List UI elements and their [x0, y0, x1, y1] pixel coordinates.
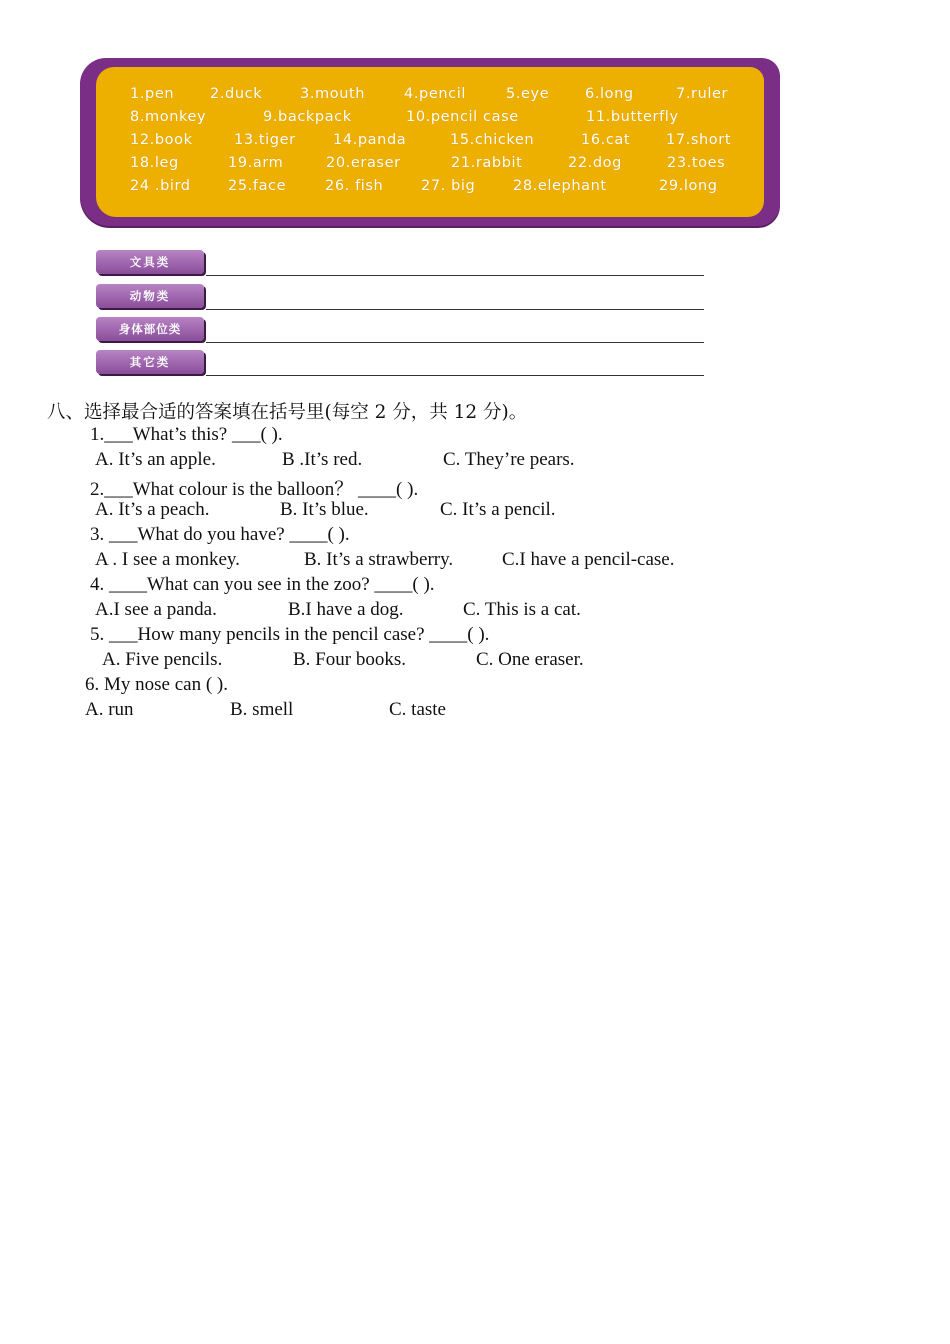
section-title: 八、选择最合适的答案填在括号里(每空 2 分，共 12 分)。	[47, 402, 528, 423]
category-tag: 文具类	[96, 250, 204, 274]
answer-line[interactable]	[206, 275, 704, 276]
word-item: 24 .bird	[130, 178, 191, 194]
option-b: B.I have a dog.	[288, 599, 404, 620]
word-item: 3.mouth	[300, 86, 366, 102]
option-b: B. Four books.	[293, 649, 406, 670]
word-item: 2.duck	[210, 86, 263, 102]
option-a: A.I see a panda.	[95, 599, 217, 620]
option-c: C. This is a cat.	[463, 599, 581, 620]
word-item: 20.eraser	[326, 155, 401, 171]
option-c: C. They’re pears.	[443, 449, 575, 470]
word-item: 27. big	[421, 178, 476, 194]
question-4: 4. ____What can you see in the zoo? ____( ).	[90, 574, 435, 595]
word-item: 15.chicken	[450, 132, 535, 148]
word-item: 21.rabbit	[451, 155, 523, 171]
option-c: C.I have a pencil-case.	[502, 549, 675, 570]
word-item: 29.long	[659, 178, 718, 194]
word-item: 17.short	[666, 132, 732, 148]
word-item: 11.butterfly	[586, 109, 679, 125]
category-row-body-parts	[96, 317, 704, 343]
word-item: 13.tiger	[234, 132, 296, 148]
word-item: 19.arm	[228, 155, 284, 171]
option-b: B. smell	[230, 699, 294, 720]
option-b: B .It’s red.	[282, 449, 363, 470]
word-item: 12.book	[130, 132, 193, 148]
answer-line[interactable]	[206, 342, 704, 343]
option-a: A. Five pencils.	[102, 649, 223, 670]
category-tag: 身体部位类	[96, 317, 204, 341]
question-3: 3. ___What do you have? ____( ).	[90, 524, 350, 545]
option-a: A. run	[85, 699, 134, 720]
question-6: 6. My nose can ( ).	[85, 674, 228, 695]
category-row-stationery	[96, 250, 704, 276]
question-2: 2.___What colour is the balloon？ ____( ).	[90, 479, 419, 500]
word-item: 7.ruler	[676, 86, 729, 102]
word-item: 26. fish	[325, 178, 384, 194]
category-row-others	[96, 350, 704, 376]
option-a: A . I see a monkey.	[95, 549, 240, 570]
answer-line[interactable]	[206, 375, 704, 376]
category-tag: 其它类	[96, 350, 204, 374]
option-b: B. It’s a strawberry.	[304, 549, 454, 570]
word-item: 28.elephant	[513, 178, 607, 194]
option-c: C. taste	[389, 699, 446, 720]
option-c: C. One eraser.	[476, 649, 584, 670]
word-item: 25.face	[228, 178, 287, 194]
word-item: 5.eye	[506, 86, 550, 102]
option-b: B. It’s blue.	[280, 499, 369, 520]
word-item: 23.toes	[667, 155, 726, 171]
option-a: A. It’s an apple.	[95, 449, 216, 470]
word-item: 6.long	[585, 86, 634, 102]
word-item: 4.pencil	[404, 86, 466, 102]
question-1: 1.___What’s this? ___( ).	[90, 424, 283, 445]
answer-line[interactable]	[206, 309, 704, 310]
word-item: 16.cat	[581, 132, 631, 148]
word-item: 8.monkey	[130, 109, 207, 125]
word-item: 14.panda	[333, 132, 407, 148]
option-a: A. It’s a peach.	[95, 499, 210, 520]
word-item: 18.leg	[130, 155, 179, 171]
word-item: 10.pencil case	[406, 109, 519, 125]
word-item: 22.dog	[568, 155, 622, 171]
category-tag: 动物类	[96, 284, 204, 308]
question-5: 5. ___How many pencils in the pencil case? ____( ).	[90, 624, 490, 645]
category-row-animals	[96, 284, 704, 310]
word-item: 1.pen	[130, 86, 175, 102]
option-c: C. It’s a pencil.	[440, 499, 556, 520]
word-item: 9.backpack	[263, 109, 352, 125]
